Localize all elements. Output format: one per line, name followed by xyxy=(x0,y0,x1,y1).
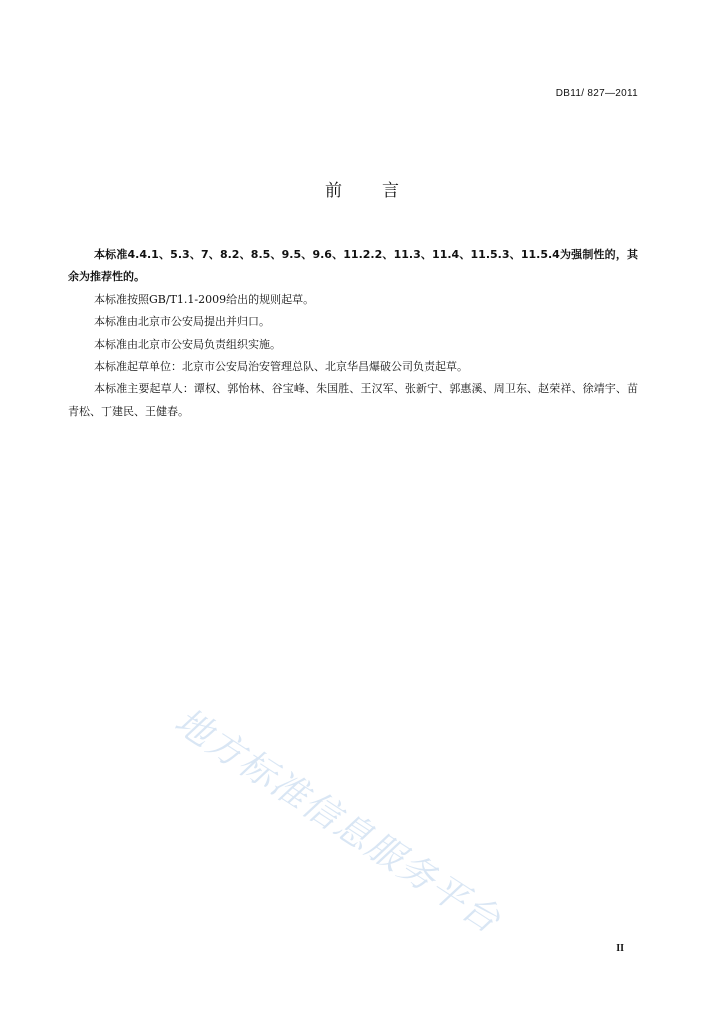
watermark: 地方标准信息服务平台 xyxy=(167,700,509,943)
document-code: DB11/ 827—2011 xyxy=(555,88,638,99)
paragraph-implementer: 本标准由北京市公安局负责组织实施。 xyxy=(94,337,281,351)
paragraph-drafting-units: 本标准起草单位：北京市公安局治安管理总队、北京华昌爆破公司负责起草。 xyxy=(94,360,468,374)
paragraph-proposer: 本标准由北京市公安局提出并归口。 xyxy=(94,315,270,329)
paragraph-mandatory-clauses: 本标准4.4.1、5.3、7、8.2、8.5、9.5、9.6、11.2.2、11.3、11.4、11.5.3、11.5.4为强制性的，其余为推荐性的。 xyxy=(68,248,638,284)
paragraph-drafters: 本标准主要起草人：谭权、郭怡林、谷宝峰、朱国胜、王汉军、张新宁、郭惠溪、周卫东、赵荣祥、徐靖宇、苗青松、丁建民、王健春。 xyxy=(68,382,638,418)
page-title: 前言 xyxy=(325,181,439,201)
paragraph-drafting-rules: 本标准按照GB/T1.1-2009给出的规则起草。 xyxy=(94,292,315,306)
page-number: II xyxy=(616,943,624,954)
document-body xyxy=(68,244,638,423)
